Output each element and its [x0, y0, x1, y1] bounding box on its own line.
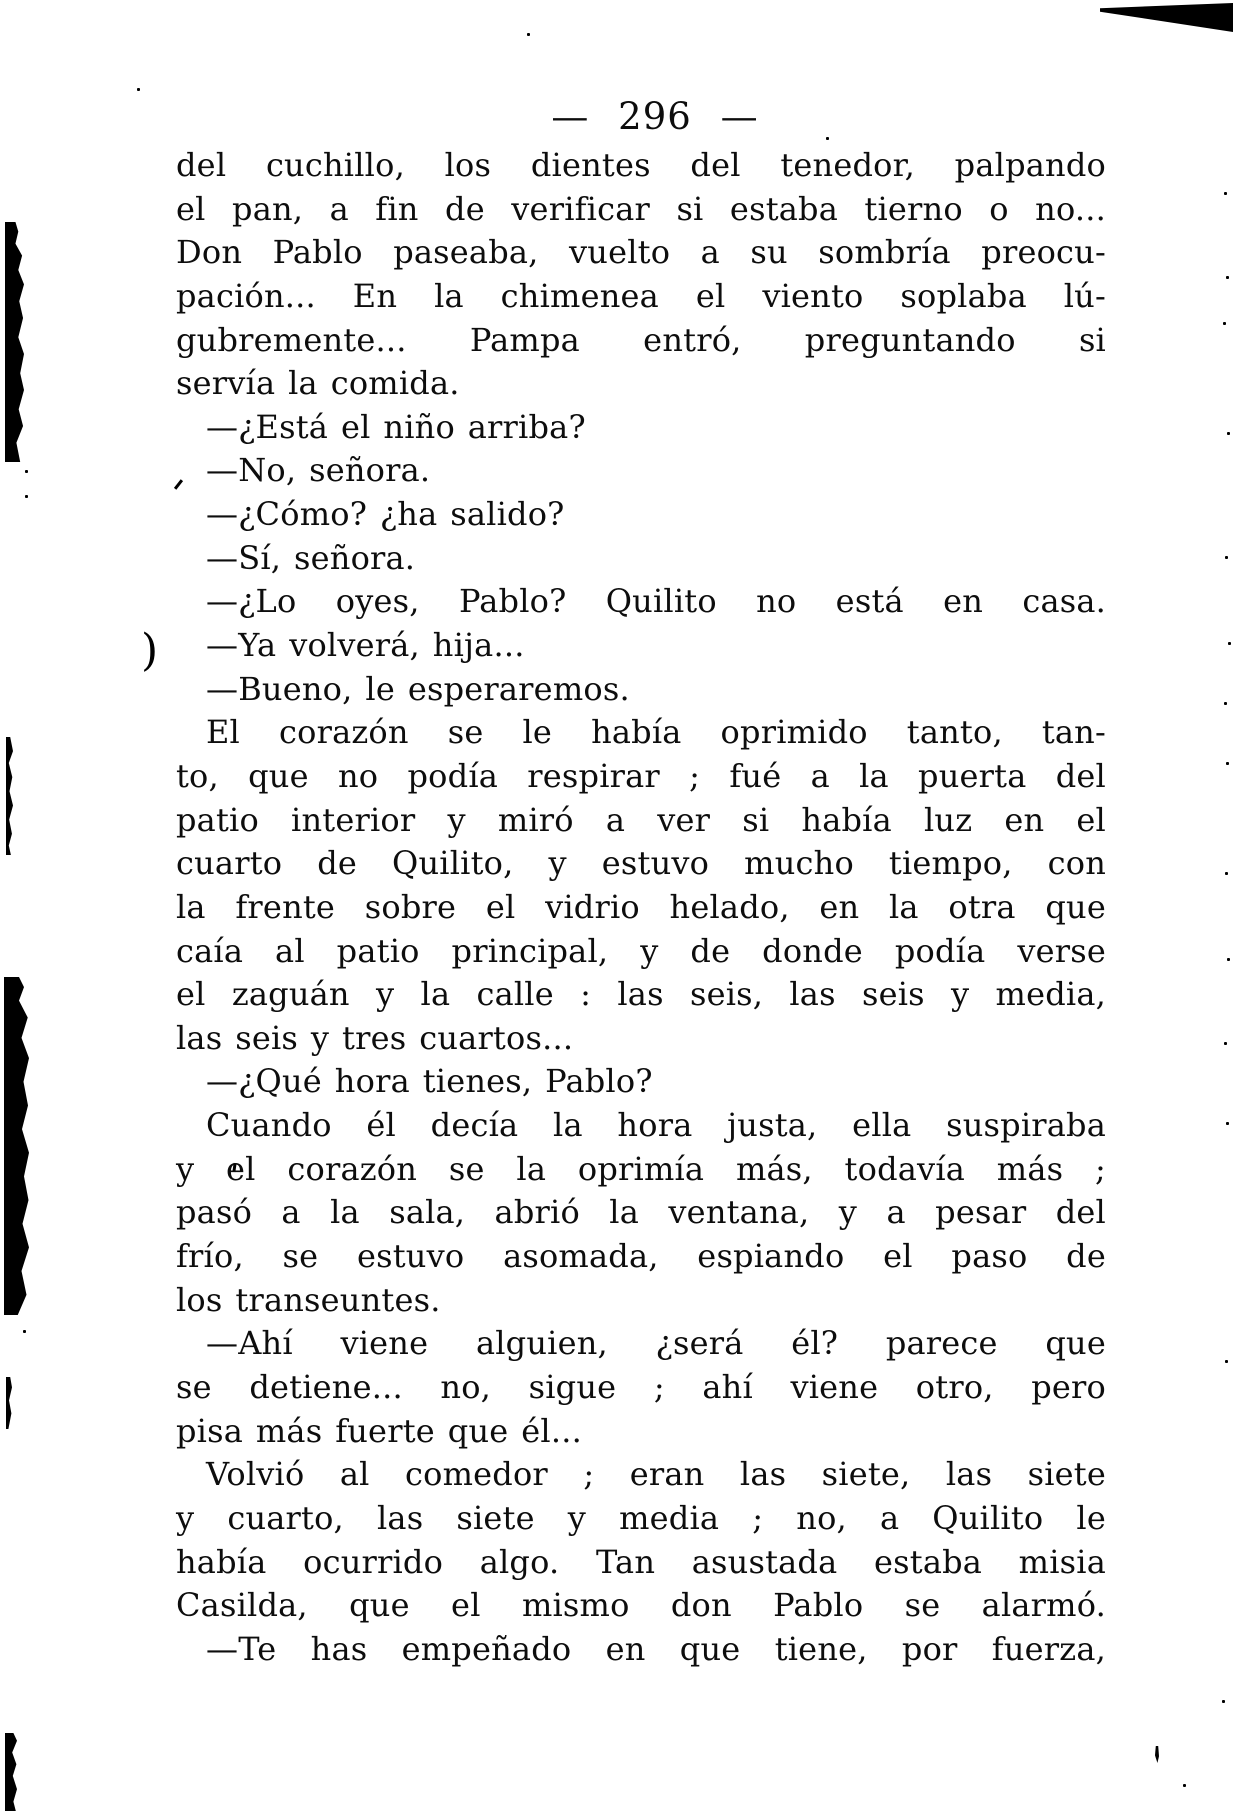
scan-artifact-binding-line-lower	[6, 1377, 12, 1429]
text-line: la frente sobre el vidrio helado, en la otra que	[176, 887, 1106, 926]
scan-speck	[1183, 1784, 1186, 1787]
text-line: frío, se estuvo asomada, espiando el paso de	[176, 1237, 1106, 1276]
page-number: — 296 —	[551, 95, 759, 138]
scan-speck	[527, 33, 530, 36]
scan-speck	[1228, 642, 1231, 645]
scan-speck	[1223, 322, 1226, 325]
scan-speck	[25, 470, 28, 473]
scan-speck	[25, 495, 28, 498]
scan-speck	[1226, 276, 1229, 279]
stray-mark-tick	[1155, 1746, 1159, 1763]
text-line: —Sí, señora.	[206, 538, 416, 577]
text-line: —Ya volverá, hija...	[206, 626, 525, 665]
scan-speck	[1224, 192, 1227, 195]
scan-speck	[1224, 1042, 1227, 1045]
text-line: servía la comida.	[176, 364, 460, 403]
text-line: —¿Cómo? ¿ha salido?	[206, 495, 565, 534]
text-line: Volvió al comedor ; eran las siete, las siete	[206, 1455, 1106, 1494]
text-line: y cuarto, las siete y media ; no, a Quilito le	[176, 1498, 1106, 1537]
text-line: caía al patio principal, y de donde podía verse	[176, 931, 1106, 970]
text-line: pación... En la chimenea el viento soplaba lú-	[176, 276, 1106, 315]
text-line: el pan, a fin de verificar si estaba tierno o no...	[176, 189, 1106, 228]
text-line: pisa más fuerte que él...	[176, 1411, 582, 1450]
stray-mark-parenthesis: )	[141, 625, 159, 676]
text-line: se detiene... no, sigue ; ahí viene otro, pero	[176, 1367, 1106, 1406]
text-line: gubremente... Pampa entró, preguntando si	[176, 320, 1106, 359]
text-line: el zaguán y la calle : las seis, las seis y media,	[176, 975, 1106, 1014]
text-line: —No, señora.	[206, 451, 431, 490]
scan-artifact-corner-wedge	[1100, 3, 1233, 32]
text-line: del cuchillo, los dientes del tenedor, palpando	[176, 146, 1106, 184]
scan-speck	[1225, 1360, 1228, 1363]
text-line: El corazón se le había oprimido tanto, tan-	[206, 713, 1106, 752]
scan-artifact-binding-smudge-top	[5, 222, 24, 462]
text-line: y el corazón se la oprimía más, todavía más ;	[176, 1149, 1106, 1188]
scan-speck	[137, 88, 140, 91]
text-line: —Bueno, le esperaremos.	[206, 669, 630, 708]
scan-speck	[1224, 702, 1227, 705]
text-line: —¿Lo oyes, Pablo? Quilito no está en casa.	[206, 582, 1106, 621]
scan-speck	[1226, 762, 1229, 765]
text-line: había ocurrido algo. Tan asustada estaba misia	[176, 1542, 1106, 1581]
text-line: Cuando él decía la hora justa, ella suspiraba	[206, 1106, 1106, 1145]
scan-artifact-binding-smudge-bottom	[5, 1733, 17, 1811]
scan-speck	[1227, 958, 1230, 961]
text-line: —Te has empeñado en que tiene, por fuerza,	[206, 1629, 1106, 1668]
text-line: to, que no podía respirar ; fué a la puerta del	[176, 756, 1106, 795]
page-text	[176, 144, 1106, 1671]
text-line: los transeuntes.	[176, 1280, 441, 1319]
scan-speck	[1226, 1122, 1229, 1125]
scan-speck	[1227, 432, 1230, 435]
text-line: —¿Qué hora tienes, Pablo?	[206, 1062, 653, 1101]
scan-speck	[1225, 872, 1228, 875]
text-line: cuarto de Quilito, y estuvo mucho tiempo, con	[176, 844, 1106, 883]
scan-artifact-binding-line-upper	[6, 737, 13, 855]
text-line: las seis y tres cuartos...	[176, 1018, 574, 1057]
text-line: pasó a la sala, abrió la ventana, y a pesar del	[176, 1193, 1106, 1232]
text-line: —Ahí viene alguien, ¿será él? parece que	[206, 1324, 1106, 1363]
text-line: patio interior y miró a ver si había luz en el	[176, 800, 1106, 839]
scan-speck	[23, 1330, 26, 1333]
scan-artifact-binding-smudge-middle	[4, 977, 29, 1315]
text-line: —¿Está el niño arriba?	[206, 407, 586, 446]
scan-speck	[1225, 556, 1228, 559]
text-line: Casilda, que el mismo don Pablo se alarmó.	[176, 1586, 1106, 1625]
text-line: Don Pablo paseaba, vuelto a su sombría preocu-	[176, 233, 1106, 272]
scan-speck	[1222, 1700, 1225, 1703]
